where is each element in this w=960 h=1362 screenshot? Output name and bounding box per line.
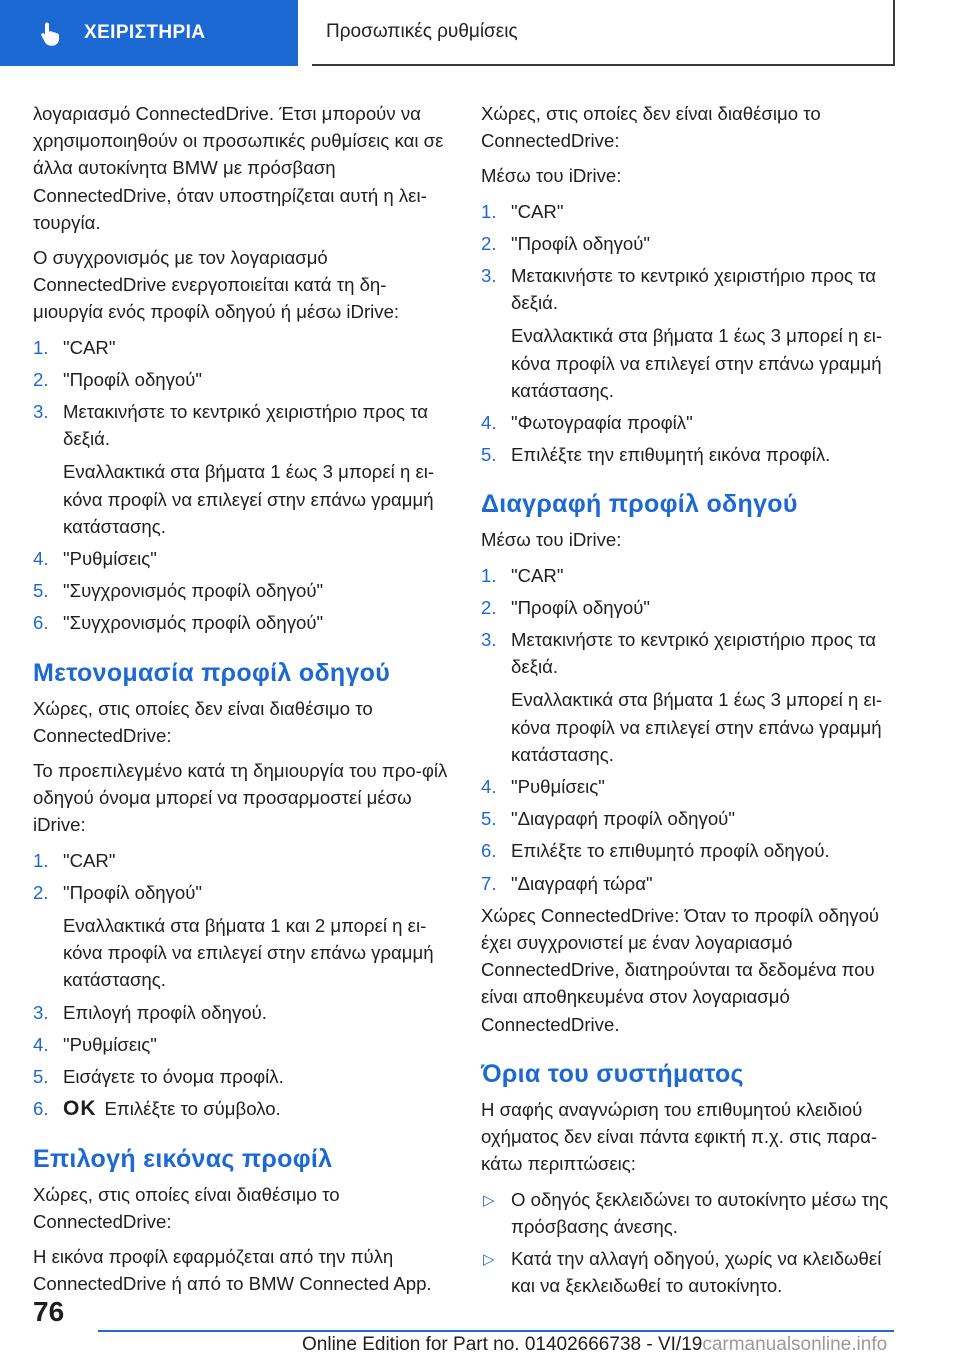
step-number: 5. <box>481 444 497 466</box>
list-item <box>481 409 901 436</box>
step-text: "CAR" <box>63 336 116 358</box>
step-note: Εναλλακτικά στα βήματα 1 έως 3 μπορεί η ει-κόνα προφίλ να επιλεγεί στην επάνω γραμμή κατάστασης. <box>511 689 883 765</box>
step-number: 2. <box>481 596 497 618</box>
steps-photo <box>481 198 901 469</box>
step-number: 5. <box>481 808 497 830</box>
step-text: "Προφίλ οδηγού" <box>511 596 651 618</box>
left-column <box>33 100 451 1305</box>
step-number: 3. <box>481 265 497 287</box>
list-item <box>33 1031 451 1058</box>
paragraph: Η σαφής αναγνώριση του επιθυμητού κλειδιού οχήματος δεν είναι πάντα εφικτή π.χ. στις παρα-κάτω περιπτώσεις: <box>481 1098 878 1175</box>
step-text: Μετακινήστε το κεντρικό χειριστήριο προς τα δεξιά. <box>63 401 429 450</box>
list-item <box>481 198 901 225</box>
step-note: Εναλλακτικά στα βήματα 1 έως 3 μπορεί η ει-κόνα προφίλ να επιλεγεί στην επάνω γραμμή κατάστασης. <box>511 325 883 401</box>
step-number: 5. <box>33 1066 49 1088</box>
step-text: "Ρυθμίσεις" <box>63 1033 157 1055</box>
list-item <box>33 577 451 604</box>
step-number: 1. <box>481 564 497 586</box>
bullet-list <box>481 1186 901 1300</box>
bullet-text: Ο οδηγός ξεκλειδώνει το αυτοκίνητο μέσω της πρόσβασης άνεσης. <box>511 1188 889 1237</box>
ok-symbol-icon: OK <box>63 1097 97 1121</box>
step-text: "CAR" <box>511 564 564 586</box>
list-item <box>33 999 451 1026</box>
step-text: Μετακινήστε το κεντρικό χειριστήριο προς τα δεξιά. <box>511 629 877 678</box>
step-number: 6. <box>481 840 497 862</box>
paragraph: Χώρες, στις οποίες δεν είναι διαθέσιμο το ConnectedDrive: <box>33 697 373 746</box>
step-number: 2. <box>481 232 497 254</box>
list-item <box>33 879 451 994</box>
step-text: "Συγχρονισμός προφίλ οδηγού" <box>63 612 324 634</box>
paragraph: Μέσω του iDrive: <box>481 529 622 551</box>
step-number: 3. <box>481 629 497 651</box>
list-item <box>481 773 901 800</box>
edition-text: Online Edition for Part no. 01402666738 - VI/19 <box>302 1334 703 1355</box>
step-text: "Διαγραφή τώρα" <box>511 872 653 894</box>
step-text: Επιλέξτε την επιθυμητή εικόνα προφίλ. <box>511 444 831 466</box>
section-tab <box>0 0 298 66</box>
list-item <box>481 626 901 768</box>
step-number: 4. <box>481 776 497 798</box>
footer-edition <box>302 1334 887 1356</box>
step-number: 4. <box>33 1033 49 1055</box>
section-label: ΧΕΙΡΙΣΤΗΡΙΑ <box>84 22 206 43</box>
page-number: 76 <box>33 1296 65 1327</box>
steps-sync <box>33 334 451 637</box>
section-heading: Διαγραφή προφίλ οδηγού <box>481 490 798 519</box>
steps-rename <box>33 847 451 1123</box>
list-item <box>33 609 451 636</box>
list-item <box>33 847 451 874</box>
step-text: "Προφίλ οδηγού" <box>63 368 203 390</box>
list-item <box>33 334 451 361</box>
step-note: Εναλλακτικά στα βήματα 1 και 2 μπορεί η ει-κόνα προφίλ να επιλεγεί στην επάνω γραμμή κατάστασης. <box>63 915 434 991</box>
step-number: 6. <box>33 612 49 634</box>
list-item <box>33 1063 451 1090</box>
list-item <box>33 545 451 572</box>
step-text: "Διαγραφή προφίλ οδηγού" <box>511 808 735 830</box>
triangle-bullet-icon: ▷ <box>483 1250 495 1268</box>
list-item <box>481 441 901 468</box>
page-header <box>0 0 960 66</box>
step-number: 4. <box>33 548 49 570</box>
list-item <box>481 594 901 621</box>
step-text: "CAR" <box>511 200 564 222</box>
step-number: 6. <box>33 1098 49 1120</box>
step-number: 4. <box>481 412 497 434</box>
list-item <box>481 562 901 589</box>
step-text: "Ρυθμίσεις" <box>511 776 605 798</box>
section-heading: Επιλογή εικόνας προφίλ <box>33 1144 333 1173</box>
right-column <box>481 100 901 1304</box>
step-note: Εναλλακτικά στα βήματα 1 έως 3 μπορεί η ει-κόνα προφίλ να επιλεγεί στην επάνω γραμμή κατάστασης. <box>63 461 435 537</box>
paragraph: Ο συγχρονισμός με τον λογαριασμό ConnectedDrive ενεργοποιείται κατά τη δη-μιουργία ενός προφίλ οδηγού ή μέσω iDrive: <box>33 247 400 323</box>
step-text: Επιλογή προφίλ οδηγού. <box>63 1001 267 1023</box>
step-text: "CAR" <box>63 849 116 871</box>
step-number: 2. <box>33 368 49 390</box>
footer-divider <box>98 1330 894 1332</box>
step-number: 5. <box>33 580 49 602</box>
step-text: "Συγχρονισμός προφίλ οδηγού" <box>63 580 324 602</box>
step-text: "Προφίλ οδηγού" <box>511 232 651 254</box>
section-heading: Μετονομασία προφίλ οδηγού <box>33 658 391 687</box>
paragraph: Η εικόνα προφίλ εφαρμόζεται από την πύλη ConnectedDrive ή από το BMW Connected App. <box>33 1245 432 1295</box>
list-item <box>481 230 901 257</box>
list-item <box>481 1245 901 1299</box>
step-number: 1. <box>33 849 49 871</box>
step-number: 3. <box>33 1001 49 1023</box>
list-item <box>481 805 901 832</box>
page-topic: Προσωπικές ρυθμίσεις <box>312 0 895 66</box>
list-item <box>481 1186 901 1240</box>
step-text: Επιλέξτε το επιθυμητό προφίλ οδηγού. <box>511 840 830 862</box>
step-text: Μετακινήστε το κεντρικό χειριστήριο προς τα δεξιά. <box>511 265 877 314</box>
triangle-bullet-icon: ▷ <box>483 1191 495 1209</box>
list-item <box>481 262 901 404</box>
bullet-text: Κατά την αλλαγή οδηγού, χωρίς να κλειδωθεί και να ξεκλειδωθεί το αυτοκίνητο. <box>511 1247 882 1297</box>
list-item <box>33 398 451 540</box>
section-heading: Όρια του συστήματος <box>481 1059 744 1088</box>
paragraph: Χώρες, στις οποίες δεν είναι διαθέσιμο το ConnectedDrive: <box>481 103 821 152</box>
step-text: Εισάγετε το όνομα προφίλ. <box>63 1066 284 1088</box>
paragraph: Χώρες, στις οποίες είναι διαθέσιμο το ConnectedDrive: <box>33 1183 340 1232</box>
step-text: Επιλέξτε το σύμβολο. <box>104 1098 281 1120</box>
step-number: 3. <box>33 401 49 423</box>
step-text: "Φωτογραφία προφίλ" <box>511 412 693 434</box>
step-text: "Προφίλ οδηγού" <box>63 881 203 903</box>
list-item <box>33 366 451 393</box>
steps-delete <box>481 562 901 897</box>
paragraph: Χώρες ConnectedDrive: Όταν το προφίλ οδηγού έχει συγχρονιστεί με έναν λογαριασμό ConnectedDrive, διατηρούνται τα δεδομένα που είναι αποθηκευμένα στον λογαριασμό ConnectedDrive. <box>481 904 880 1035</box>
list-item <box>33 1095 451 1122</box>
step-number: 7. <box>481 872 497 894</box>
paragraph: Μέσω του iDrive: <box>481 165 622 187</box>
list-item <box>481 837 901 864</box>
list-item <box>481 870 901 897</box>
step-number: 1. <box>481 200 497 222</box>
step-number: 1. <box>33 336 49 358</box>
watermark: carmanualsonline.info <box>702 1334 888 1355</box>
step-number: 2. <box>33 881 49 903</box>
hand-pointer-icon <box>38 20 64 46</box>
step-text: "Ρυθμίσεις" <box>63 548 157 570</box>
paragraph: λογαριασμό ConnectedDrive. Έτσι μπορούν να χρησιμοποιηθούν οι προσωπικές ρυθμίσεις και σε άλλα αυτοκίνητα BMW με πρόσβαση ConnectedDrive, όταν υποστηρίζεται αυτή η λει-τουργία. <box>33 103 444 233</box>
paragraph: Το προεπιλεγμένο κατά τη δημιουργία του προ-φίλ οδηγού όνομα μπορεί να προσαρμοστεί μέσω iDrive: <box>33 760 448 836</box>
